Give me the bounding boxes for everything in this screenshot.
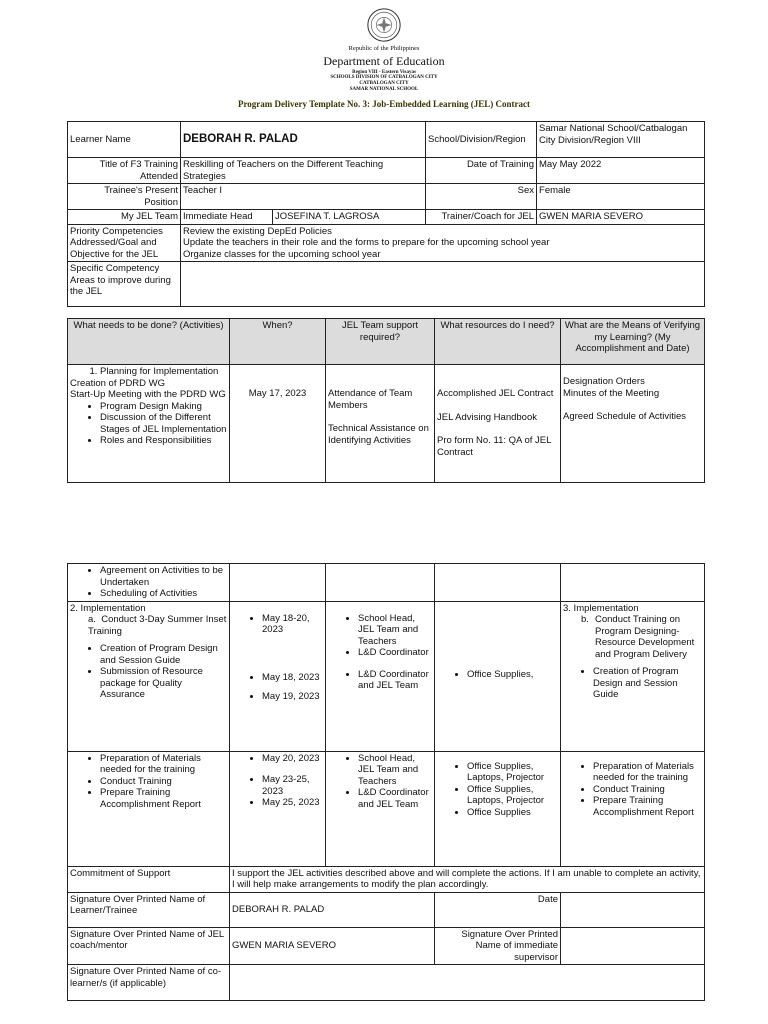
training-date-value: May May 2022 bbox=[537, 158, 705, 184]
list-item: • Prepare Training Accomplishment Report bbox=[100, 787, 227, 810]
training-date-label: Date of Training bbox=[426, 158, 537, 184]
means-implementation-sub: Conduct Training on Program Designing-Resource Development and Program Delivery bbox=[595, 614, 695, 660]
list-item: • Submission of Resource package for Quality Assurance bbox=[100, 666, 227, 701]
list-item: • Roles and Responsibilities bbox=[100, 435, 227, 447]
list-item: • May 25, 2023 bbox=[262, 797, 323, 809]
republic-text: Republic of the Philippines bbox=[348, 45, 420, 52]
activity-plan-table-continued bbox=[67, 563, 705, 1001]
activity-line: Start-Up Meeting with the PDRD WG bbox=[70, 389, 226, 400]
learner-signature-label: Signature Over Printed Name of Learner/Trainee bbox=[68, 892, 230, 927]
list-item: • Prepare Training Accomplishment Report bbox=[593, 795, 702, 818]
colearner-signature-value bbox=[230, 965, 705, 1001]
specific-competency-value bbox=[181, 262, 705, 307]
list-item: • May 19, 2023 bbox=[262, 691, 323, 703]
date-label: Date bbox=[435, 892, 561, 927]
template-title: Program Delivery Template No. 3: Job-Embedded Learning (JEL) Contract bbox=[237, 99, 531, 109]
list-item: • May 18-20, 2023 bbox=[262, 613, 323, 636]
list-item: • Creation of Program Design and Session Guide bbox=[100, 643, 227, 666]
resources-cell bbox=[435, 601, 561, 751]
support-cell bbox=[326, 601, 435, 751]
supervisor-signature-value bbox=[561, 927, 705, 965]
activity-line: Creation of PDRD WG bbox=[70, 377, 166, 389]
col-header-support: JEL Team support required? bbox=[326, 319, 435, 365]
jel-team-label: My JEL Team bbox=[68, 210, 181, 225]
support-cell bbox=[326, 365, 435, 483]
col-header-resources: What resources do I need? bbox=[435, 319, 561, 365]
learner-name-label: Learner Name bbox=[68, 122, 181, 158]
implementation-sub: Conduct 3-Day Summer Inset Training bbox=[88, 614, 227, 637]
resource-line: JEL Advising Handbook bbox=[437, 411, 537, 423]
learner-name-value: DEBORAH R. PALAD bbox=[181, 122, 426, 158]
city-text: CATBALOGAN CITY bbox=[359, 81, 409, 86]
means-line: Agreed Schedule of Activities bbox=[563, 411, 687, 422]
list-item: • Creation of Program Design and Session Guide bbox=[593, 666, 702, 701]
training-title-value: Reskilling of Teachers on the Different Teaching Strategies bbox=[181, 158, 426, 184]
support-line: Technical Assistance on Identifying Activities bbox=[328, 423, 429, 446]
support-line: Attendance of Team Members bbox=[328, 388, 413, 411]
training-title-label: Title of F3 Training Attended bbox=[68, 158, 181, 184]
implementation-label: 2. Implementation bbox=[70, 602, 146, 614]
list-item: • Conduct Training bbox=[100, 776, 227, 788]
means-cell: 3. Implementation b. Conduct Training on Program Designing-Resource Development and Program Delivery • Creation of Program Design and Session Guide bbox=[561, 601, 705, 751]
coach-signature-value: GWEN MARIA SEVERO bbox=[230, 927, 435, 965]
priority-label: Priority Competencies Addressed/Goal and Objective for the JEL bbox=[68, 224, 181, 262]
list-item: • L&D Coordinator bbox=[358, 647, 432, 659]
means-implementation-label: 3. Implementation bbox=[563, 602, 639, 614]
list-item: • Office Supplies, Laptops, Projector bbox=[467, 784, 558, 807]
colearner-signature-label: Signature Over Printed Name of co-learner/s (if applicable) bbox=[68, 965, 230, 1001]
school-label: School/Division/Region bbox=[426, 122, 537, 158]
list-item: • Program Design Making bbox=[100, 401, 227, 413]
activity-plan-table bbox=[67, 318, 705, 483]
supervisor-signature-label: Signature Over Printed Name of immediate supervisor bbox=[435, 927, 561, 965]
commitment-label: Commitment of Support bbox=[68, 866, 230, 892]
list-item: • Agreement on Activities to be Undertaken bbox=[100, 565, 227, 588]
list-item: • May 18, 2023 bbox=[262, 672, 323, 684]
priority-line: Review the existing DepEd Policies bbox=[183, 225, 332, 237]
trainer-label: Trainer/Coach for JEL bbox=[426, 210, 537, 225]
department-name: Department of Education bbox=[323, 54, 445, 68]
col-header-activities: What needs to be done? (Activities) bbox=[68, 319, 230, 365]
when-date: May 17, 2023 bbox=[248, 388, 307, 399]
learner-signature-value: DEBORAH R. PALAD bbox=[230, 892, 435, 927]
division-text: SCHOOLS DIVISION OF CATBALOGAN CITY bbox=[330, 75, 438, 80]
list-item: • Office Supplies bbox=[467, 807, 558, 819]
activities-cell bbox=[68, 365, 230, 483]
list-item: • May 23-25, 2023 bbox=[262, 774, 323, 797]
activities-cell bbox=[68, 564, 230, 602]
coach-signature-label: Signature Over Printed Name of JEL coach/mentor bbox=[68, 927, 230, 965]
list-item: 1. Planning for Implementation bbox=[100, 366, 227, 378]
trainer-value: GWEN MARIA SEVERO bbox=[537, 210, 705, 225]
list-item: • L&D Coordinator and JEL Team bbox=[358, 787, 432, 810]
resources-cell bbox=[435, 365, 561, 483]
list-item: • School Head, JEL Team and Teachers bbox=[358, 753, 432, 788]
list-item: • Office Supplies, Laptops, Projector bbox=[467, 761, 558, 784]
school-value: Samar National School/Catbalogan City Division/Region VIII bbox=[537, 122, 705, 158]
when-cell bbox=[230, 751, 326, 866]
resources-cell bbox=[435, 751, 561, 866]
activities-cell bbox=[68, 751, 230, 866]
means-cell bbox=[561, 751, 705, 866]
col-header-when: When? bbox=[230, 319, 326, 365]
immediate-head-label: Immediate Head bbox=[181, 210, 273, 225]
means-cell bbox=[561, 365, 705, 483]
list-item: • Office Supplies, bbox=[467, 669, 558, 681]
commitment-text: I support the JEL activities described above and will complete the actions. If I am unable to complete an activity, I will help make arrangements to modify the plan accordingly. bbox=[230, 866, 705, 892]
resource-line: Accomplished JEL Contract bbox=[437, 388, 554, 399]
activities-cell: 2. Implementation a. Conduct 3-Day Summer Inset Training • Creation of Program Design and Session Guide • Submission of Resource package for Quality Assurance bbox=[68, 601, 230, 751]
priority-line: Update the teachers in their role and the forms to prepare for the upcoming school year bbox=[183, 237, 550, 248]
position-value: Teacher I bbox=[181, 184, 426, 210]
list-item: • Preparation of Materials needed for the training bbox=[593, 761, 702, 784]
list-item: • May 20, 2023 bbox=[262, 753, 323, 765]
list-item: • Conduct Training bbox=[593, 784, 702, 796]
priority-value bbox=[181, 224, 705, 262]
when-cell bbox=[230, 601, 326, 751]
sex-label: Sex bbox=[426, 184, 537, 210]
list-item: • School Head, JEL Team and Teachers bbox=[358, 613, 432, 648]
immediate-head-value: JOSEFINA T. LAGROSA bbox=[273, 210, 426, 225]
priority-line: Organize classes for the upcoming school year bbox=[183, 248, 381, 260]
list-item: • Scheduling of Activities bbox=[100, 588, 227, 600]
deped-seal-icon bbox=[367, 8, 401, 42]
learner-info-table bbox=[67, 121, 705, 307]
list-item: • L&D Coordinator and JEL Team bbox=[358, 669, 432, 692]
means-line: Minutes of the Meeting bbox=[563, 387, 660, 399]
date-value bbox=[561, 892, 705, 927]
resource-line: Pro form No. 11: QA of JEL Contract bbox=[437, 435, 552, 458]
when-cell bbox=[230, 365, 326, 483]
list-item: • Discussion of the Different Stages of JEL Implementation bbox=[100, 412, 227, 435]
means-line: Designation Orders bbox=[563, 376, 645, 387]
support-cell bbox=[326, 751, 435, 866]
specific-competency-label: Specific Competency Areas to improve during the JEL bbox=[68, 262, 181, 307]
region-text: Region VIII - Eastern Visayas bbox=[352, 70, 416, 75]
col-header-means: What are the Means of Verifying my Learning? (My Accomplishment and Date) bbox=[561, 319, 705, 365]
list-item: • Preparation of Materials needed for the training bbox=[100, 753, 227, 776]
school-text: SAMAR NATIONAL SCHOOL bbox=[349, 87, 419, 92]
sex-value: Female bbox=[537, 184, 705, 210]
position-label: Trainee's Present Position bbox=[68, 184, 181, 210]
